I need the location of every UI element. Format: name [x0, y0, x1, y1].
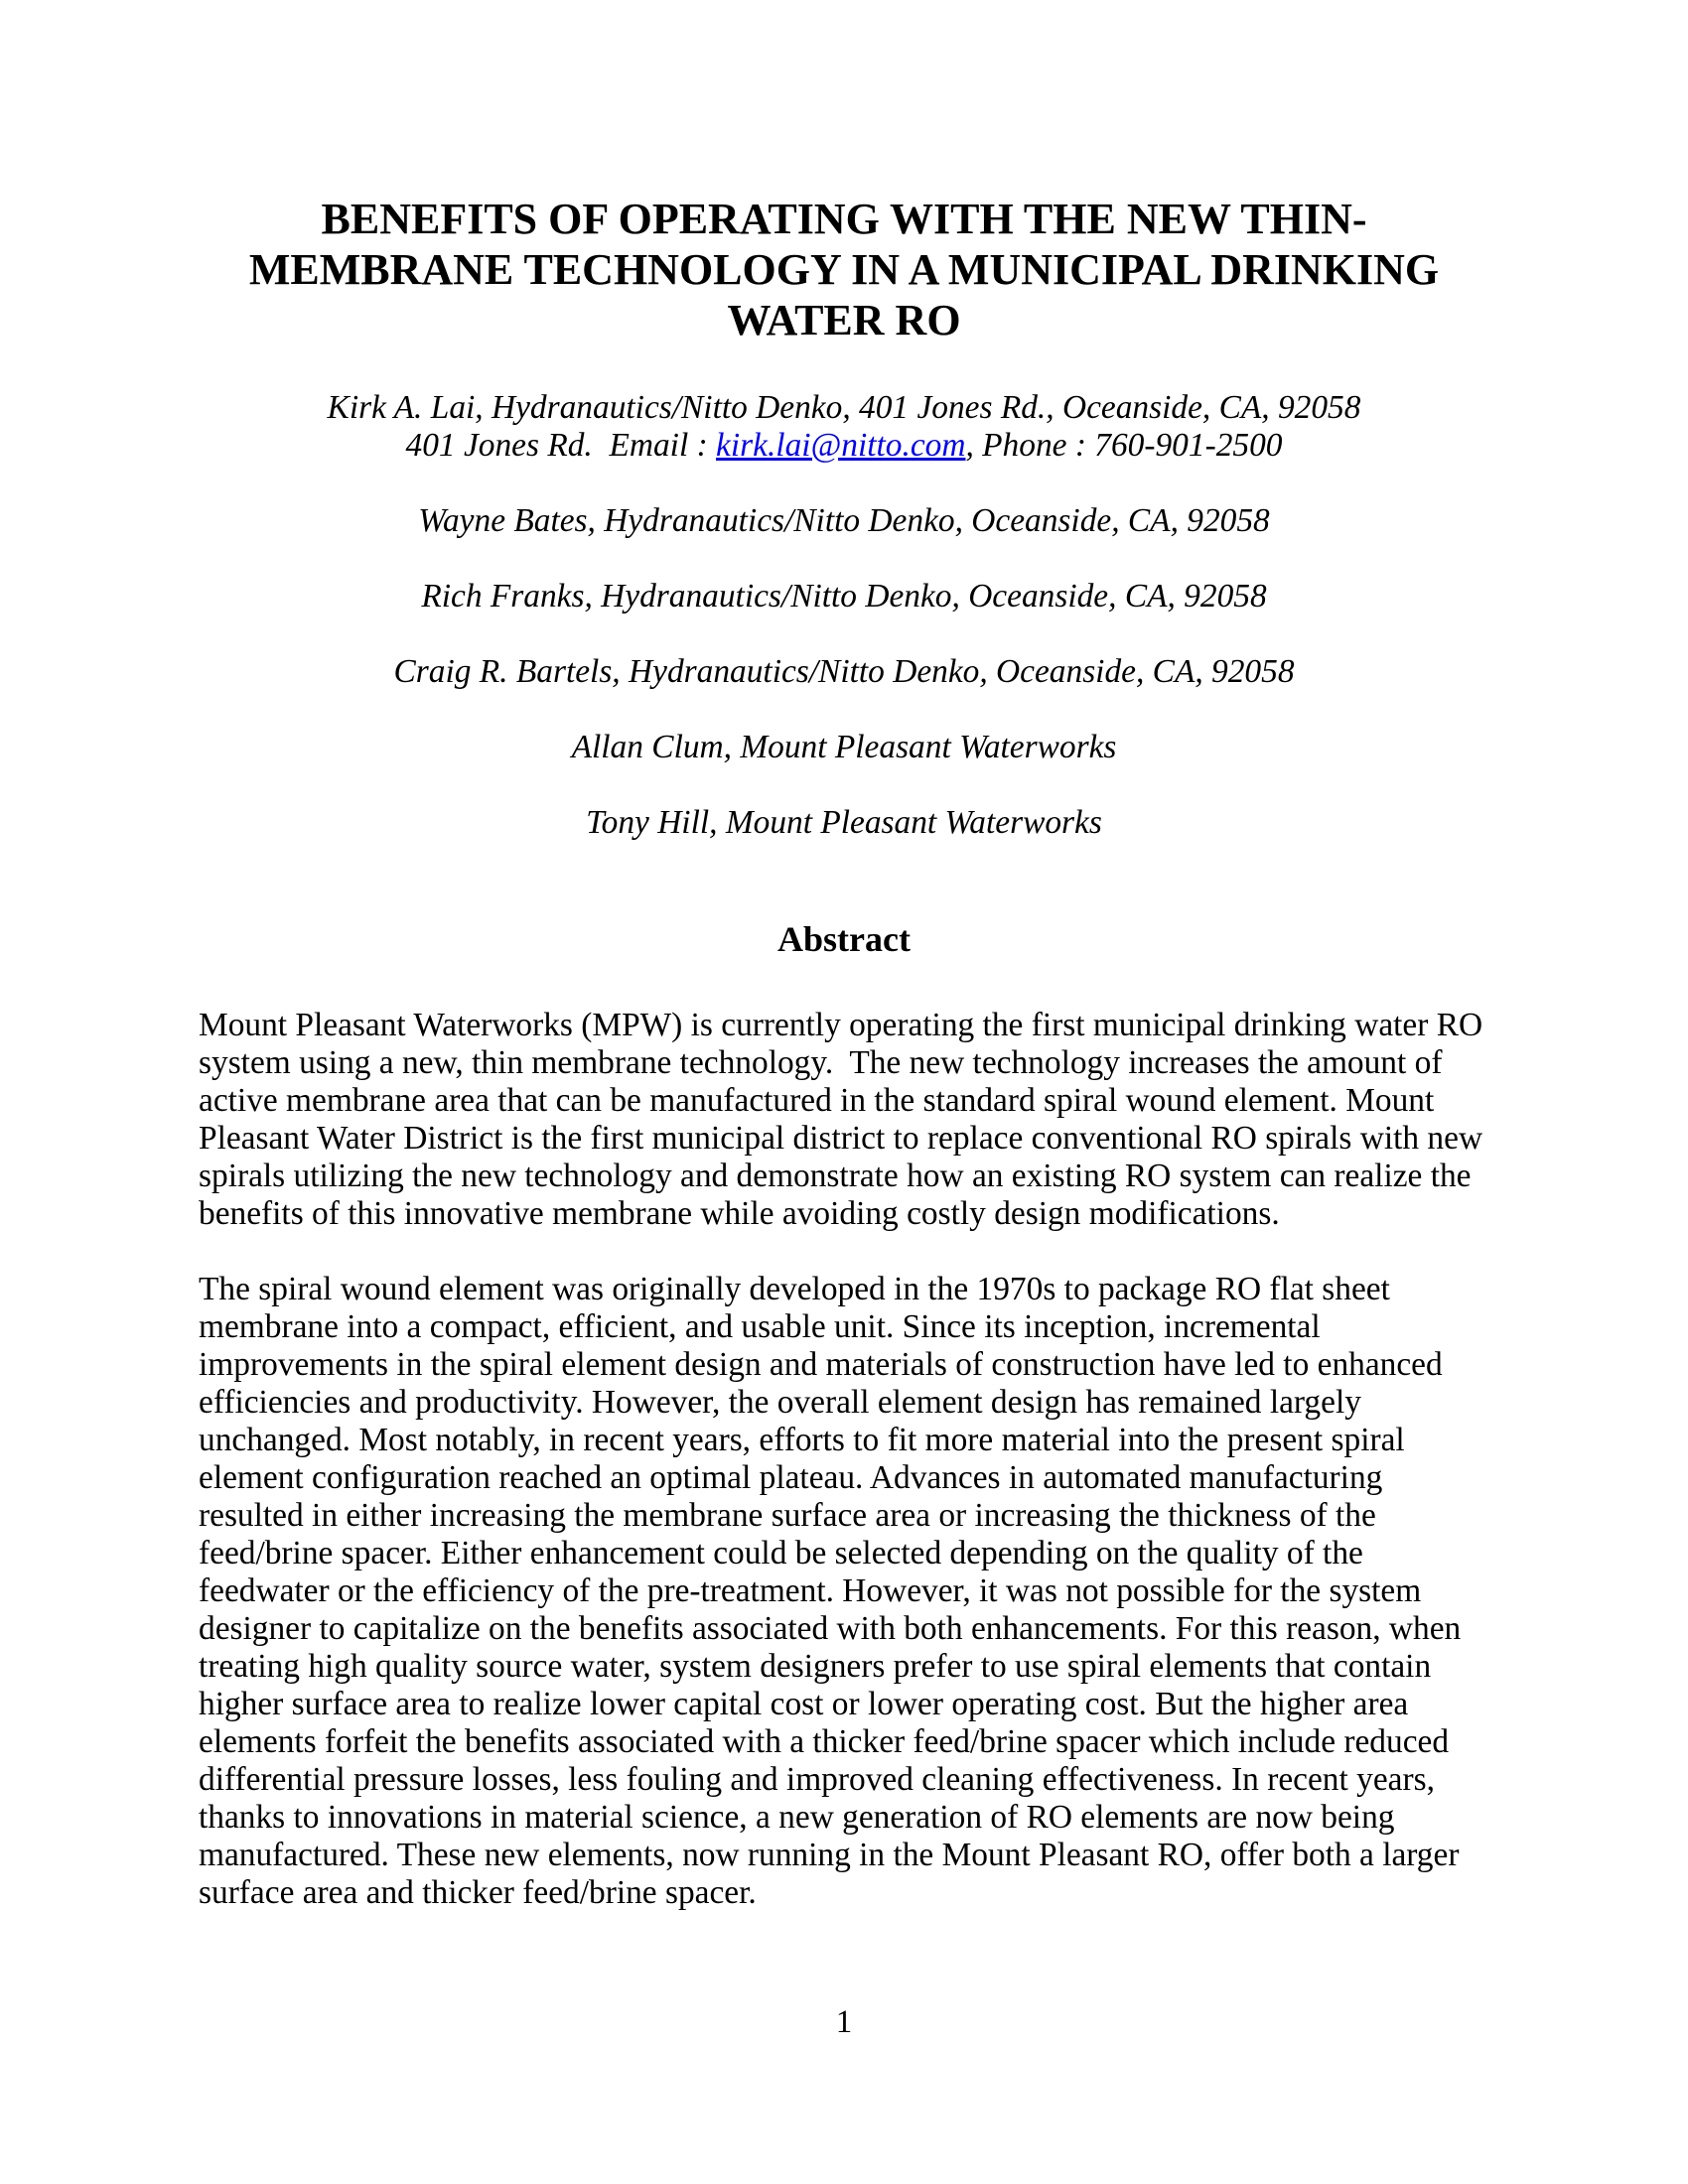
abstract-paragraph-1: Mount Pleasant Waterworks (MPW) is currently operating the first municipal drinking water RO system using a new, thin membrane technology. The new technology increases the amount of active membrane area that can be manufactured in the standard spiral wound element. Mount Pleasant Water District is the first municipal district to replace conventional RO spirals with new spirals utilizing the new technology and demonstrate how an existing RO system can realize the benefits of this innovative membrane while avoiding costly design modifications. — [199, 1007, 1491, 1232]
contact-prefix: 401 Jones Rd. Email : — [405, 427, 717, 464]
author-block — [199, 502, 1489, 540]
author-block — [199, 578, 1489, 615]
author-line: Craig R. Bartels, Hydranautics/Nitto Denko, Oceanside, CA, 92058 — [393, 653, 1295, 690]
author-block-primary — [199, 389, 1489, 465]
author-block — [199, 729, 1489, 766]
page-content — [199, 0, 1489, 1912]
abstract-paragraph-2: The spiral wound element was originally developed in the 1970s to package RO flat sheet membrane into a compact, efficient, and usable unit. Since its inception, incremental improvements in the spiral element design and materials of construction have led to enhanced efficiencies and productivity. However, the overall element design has remained largely unchanged. Most notably, in recent years, efforts to fit more material into the present spiral element configuration reached an optimal plateau. Advances in automated manufacturing resulted in either increasing the membrane surface area or increasing the thickness of the feed/brine spacer. Either enhancement could be selected depending on the quality of the feedwater or the efficiency of the pre-treatment. However, it was not possible for the system designer to capitalize on the benefits associated with both enhancements. For this reason, when treating high quality source water, system designers prefer to use spiral elements that contain higher surface area to realize lower capital cost or lower operating cost. But the higher area elements forfeit the benefits associated with a thicker feed/brine spacer which include reduced differential pressure losses, less fouling and improved cleaning effectiveness. In recent years, thanks to innovations in material science, a new generation of RO elements are now being manufactured. These new elements, now running in the Mount Pleasant RO, offer both a larger surface area and thicker feed/brine spacer. — [199, 1271, 1470, 1911]
author-line: Kirk A. Lai, Hydranautics/Nitto Denko, 401 Jones Rd., Oceanside, CA, 92058 — [327, 389, 1361, 426]
paper-title-line-2: MEMBRANE TECHNOLOGY IN A MUNICIPAL DRINKING — [248, 245, 1440, 294]
page-number: 1 — [835, 2004, 853, 2040]
abstract-heading: Abstract — [777, 919, 911, 959]
email-link[interactable]: kirk.lai@nitto.com — [716, 427, 966, 464]
author-block — [199, 804, 1489, 842]
author-line: Wayne Bates, Hydranautics/Nitto Denko, Oceanside, CA, 92058 — [418, 502, 1270, 539]
paper-title-line-3: WATER RO — [727, 296, 961, 344]
author-line: Tony Hill, Mount Pleasant Waterworks — [586, 804, 1102, 841]
author-contact-line — [199, 427, 1489, 465]
paper-title — [199, 194, 1489, 345]
author-block — [199, 653, 1489, 691]
contact-suffix: , Phone : 760-901-2500 — [965, 427, 1283, 464]
author-line: Rich Franks, Hydranautics/Nitto Denko, Oceanside, CA, 92058 — [421, 578, 1267, 614]
paper-title-line-1: BENEFITS OF OPERATING WITH THE NEW THIN- — [321, 195, 1367, 243]
author-line: Allan Clum, Mount Pleasant Waterworks — [571, 729, 1117, 765]
